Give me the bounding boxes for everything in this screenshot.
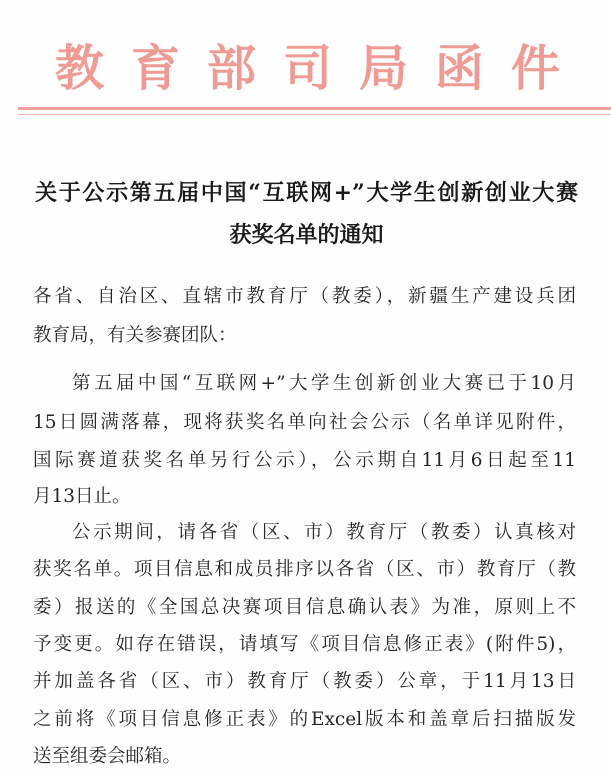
body-line: 获奖名单。项目信息和成员排序以各省（区、市）教育厅（教 [33,559,576,580]
header-divider-thin [18,114,611,115]
letterhead [55,30,560,100]
body-line: 之前将《项目信息修正表》的Excel版本和盖章后扫描版发 [33,709,576,730]
letterhead-char: 函 [434,39,484,97]
letterhead-char: 育 [130,39,180,97]
body-line: 国际赛道获奖名单另行公示），公示期自11月6日起至11 [33,450,576,471]
document-title-line-1: 关于公示第五届中国“互联网+”大学生创新创业大赛 [35,180,578,206]
body-line: 月13日止。 [33,486,131,507]
body-line: 并加盖各省（区、市）教育厅（教委）公章，于11月13日 [33,671,576,692]
body-line: 第五届中国“互联网+”大学生创新创业大赛已于10月 [72,373,576,394]
letterhead-char: 部 [206,39,256,97]
body-line: 教育局，有关参赛团队： [33,325,237,346]
body-line: 委）报送的《全国总决赛项目信息确认表》为准，原则上不 [33,597,576,618]
body-line: 予变更。如存在错误，请填写《项目信息修正表》(附件5)， [33,634,576,655]
letterhead-char: 教 [55,39,105,97]
body-line: 15日圆满落幕，现将获奖名单向社会公示（名单详见附件， [33,412,576,433]
letterhead-char: 司 [282,39,332,97]
body-line: 公示期间，请各省（区、市）教育厅（教委）认真核对 [72,522,576,543]
document-title-line-2: 获奖名单的通知 [229,222,384,248]
body-line: 送至组委会邮箱。 [33,746,182,767]
letterhead-char: 件 [510,39,560,97]
body-line: 各省、自治区、直辖市教育厅（教委），新疆生产建设兵团 [33,286,576,307]
header-divider-thick [18,107,611,110]
letterhead-char: 局 [358,39,408,97]
